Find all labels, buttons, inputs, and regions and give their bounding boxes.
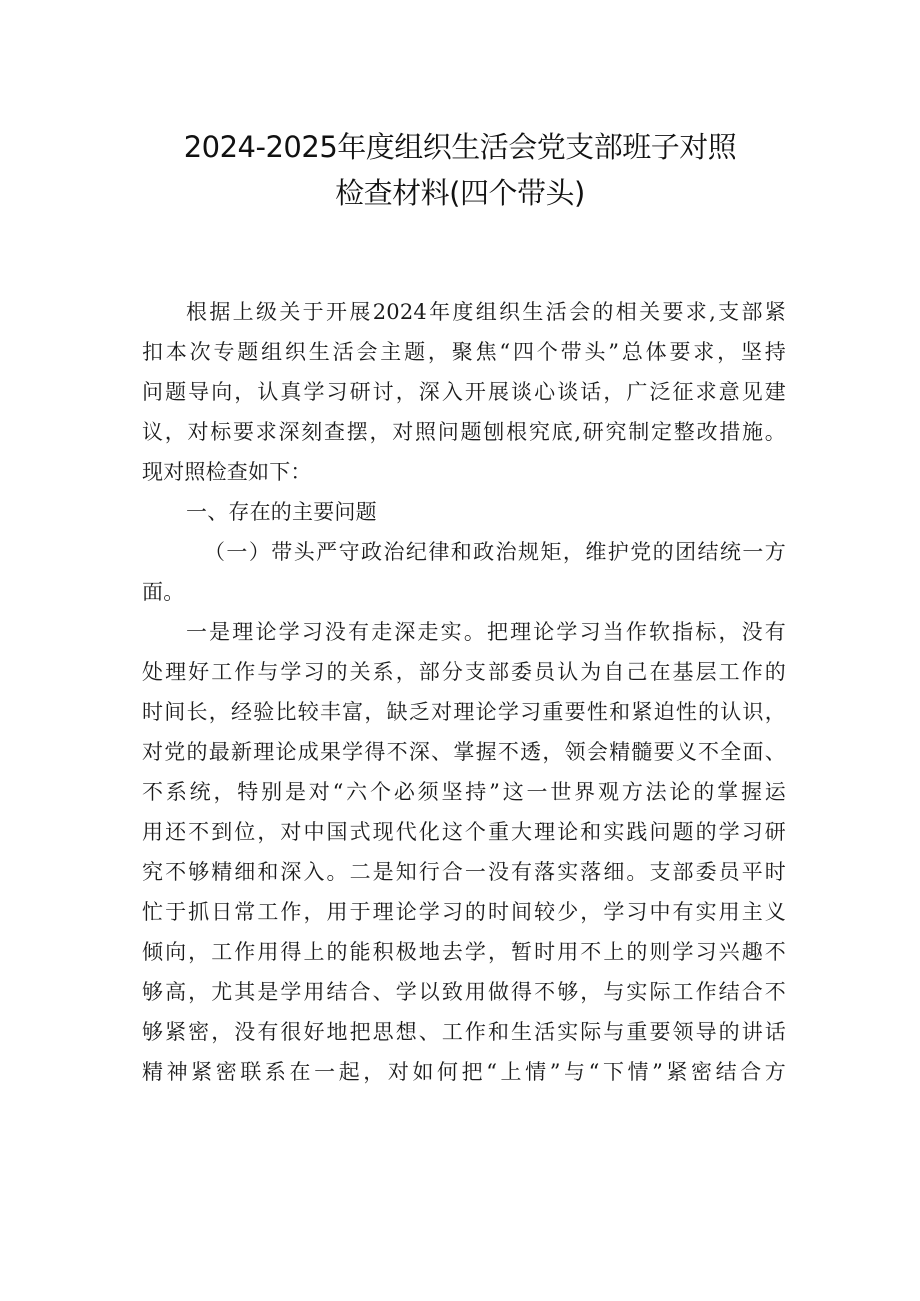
text-line: 够紧密，没有很好地把思想、工作和生活实际与重要领导的讲话 xyxy=(142,1020,786,1044)
text-line: 用还不到位，对中国式现代化这个重大理论和实践问题的学习研 xyxy=(142,820,786,844)
text-line: 一、存在的主要问题 xyxy=(186,500,377,524)
title-line-2: 检查材料(四个带头) xyxy=(335,176,585,210)
text-line: 倾向，工作用得上的能积极地去学，暂时用不上的则学习兴趣不 xyxy=(142,940,786,964)
text-line: 议，对标要求深刻查摆，对照问题刨根究底,研究制定整改措施。 xyxy=(142,420,786,444)
text-line: 不系统，特别是对“六个必须坚持”这一世界观方法论的掌握运 xyxy=(142,780,786,804)
intro-paragraph xyxy=(142,292,786,492)
text-line: 精神紧密联系在一起，对如何把“上情”与“下情”紧密结合方 xyxy=(142,1060,786,1084)
document-body xyxy=(142,292,786,1092)
text-line: 够高，尤其是学用结合、学以致用做得不够，与实际工作结合不 xyxy=(142,980,786,1004)
title-line-1: 2024-2025年度组织生活会党支部班子对照 xyxy=(183,130,737,164)
document-title xyxy=(0,124,920,216)
text-line: 一是理论学习没有走深走实。把理论学习当作软指标，没有 xyxy=(186,620,786,644)
section-heading xyxy=(142,492,786,532)
text-line: 时间长，经验比较丰富，缺乏对理论学习重要性和紧迫性的认识， xyxy=(142,700,786,724)
subsection-heading xyxy=(142,532,786,612)
text-line: 对党的最新理论成果学得不深、掌握不透，领会精髓要义不全面、 xyxy=(142,740,786,764)
text-line: （一）带头严守政治纪律和政治规矩，维护党的团结统一方 xyxy=(204,540,786,564)
text-line: 究不够精细和深入。二是知行合一没有落实落细。支部委员平时 xyxy=(142,860,786,884)
text-line: 根据上级关于开展2024年度组织生活会的相关要求,支部紧 xyxy=(186,300,786,324)
text-line: 忙于抓日常工作，用于理论学习的时间较少，学习中有实用主义 xyxy=(142,900,786,924)
text-line: 现对照检查如下： xyxy=(142,460,312,484)
text-line: 扣本次专题组织生活会主题，聚焦“四个带头”总体要求，坚持 xyxy=(142,340,786,364)
text-line: 处理好工作与学习的关系，部分支部委员认为自己在基层工作的 xyxy=(142,660,786,684)
problem-paragraph xyxy=(142,612,786,1092)
text-line: 问题导向，认真学习研讨，深入开展谈心谈话，广泛征求意见建 xyxy=(142,380,786,404)
text-line: 面。 xyxy=(142,580,185,604)
